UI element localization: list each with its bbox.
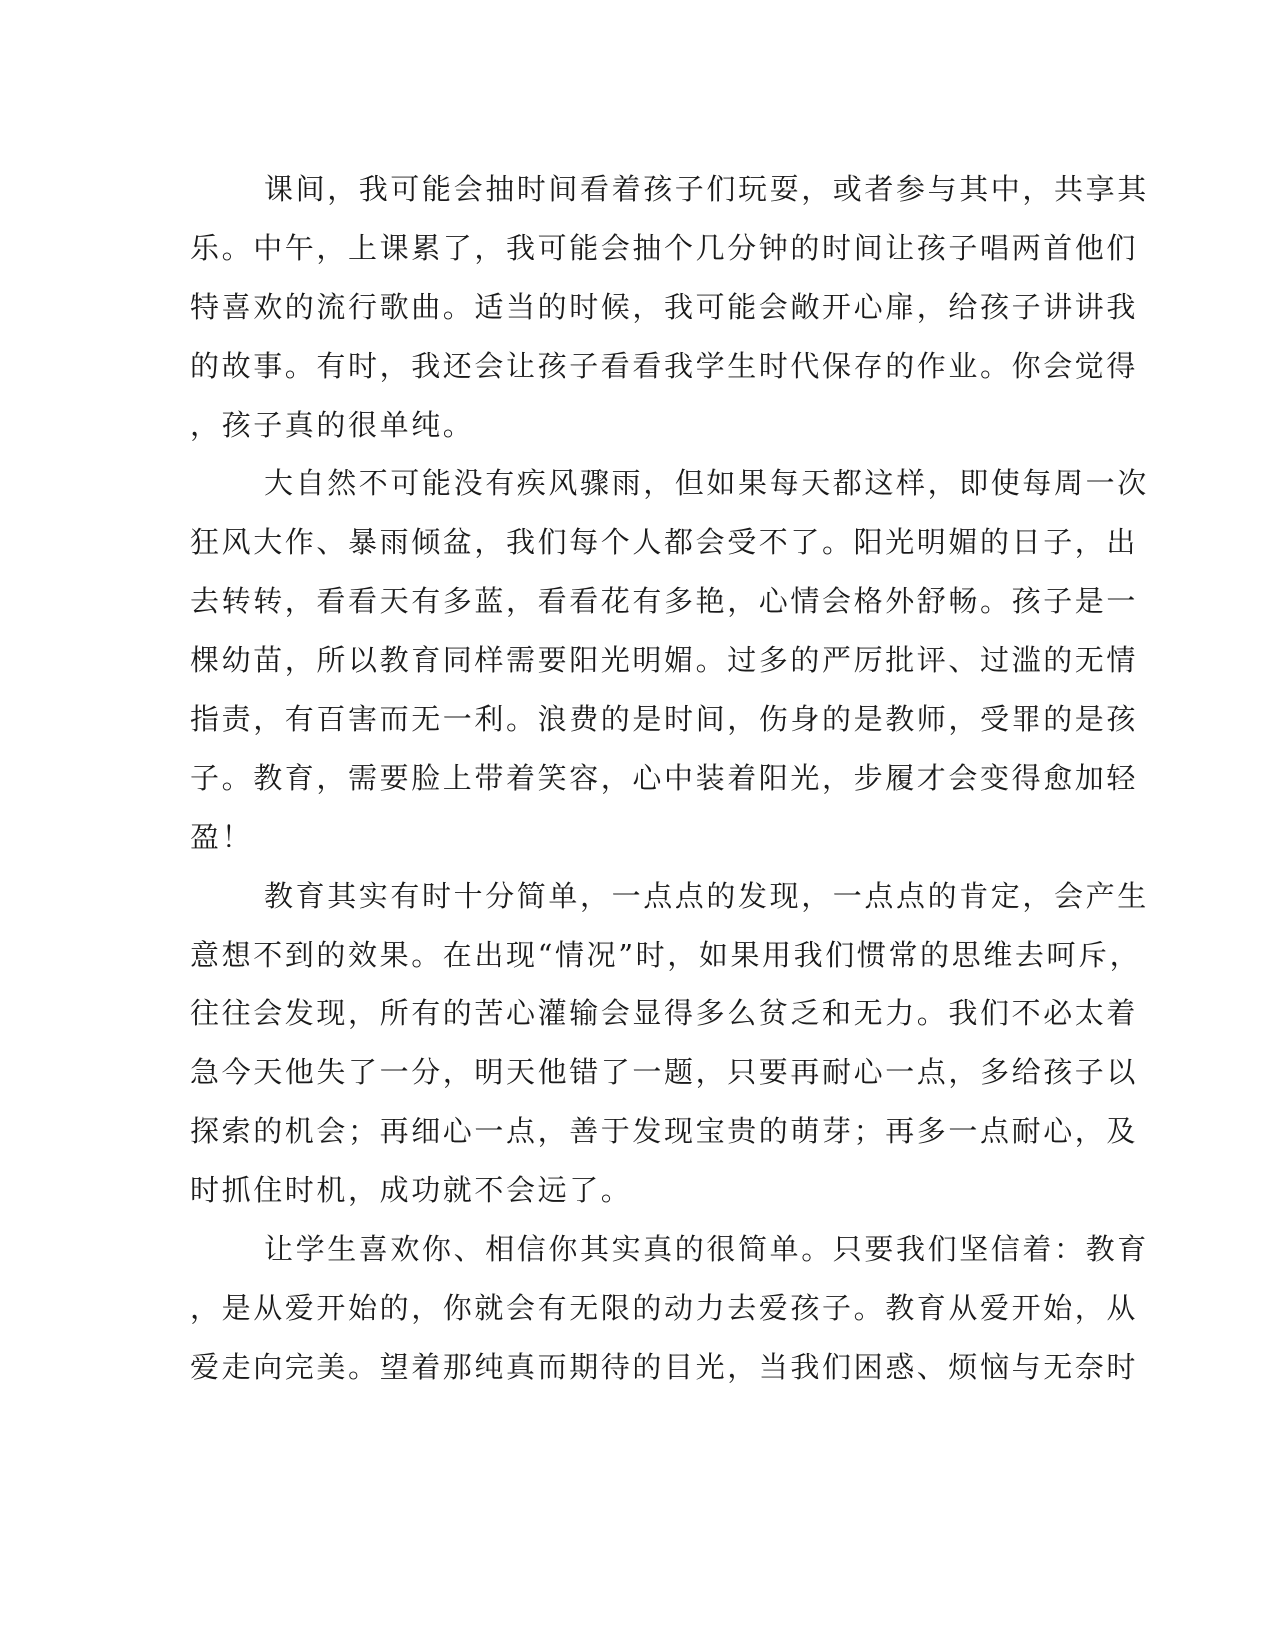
text-line: 盈！	[190, 819, 254, 854]
paragraph-1	[190, 160, 1149, 454]
text-line: 狂风大作、暴雨倾盆，我们每个人都会受不了。阳光明媚的日子，出	[190, 525, 1139, 560]
text-line: ，是从爱开始的，你就会有无限的动力去爱孩子。教育从爱开始，从	[190, 1290, 1139, 1325]
text-line: 乐。中午，上课累了，我可能会抽个几分钟的时间让孩子唱两首他们	[190, 230, 1139, 265]
text-line: 探索的机会；再细心一点，善于发现宝贵的萌芽；再多一点耐心，及	[190, 1114, 1139, 1149]
text-line: 课间，我可能会抽时间看着孩子们玩耍，或者参与其中，共享其	[264, 172, 1149, 206]
text-line: 棵幼苗，所以教育同样需要阳光明媚。过多的严厉批评、过滥的无情	[190, 643, 1139, 678]
text-line: 指责，有百害而无一利。浪费的是时间，伤身的是教师，受罪的是孩	[190, 702, 1139, 737]
text-line: 教育其实有时十分简单，一点点的发现，一点点的肯定，会产生	[264, 878, 1149, 913]
text-line: 时抓住时机，成功就不会远了。	[190, 1173, 633, 1208]
text-line: 的故事。有时，我还会让孩子看看我学生时代保存的作业。你会觉得	[190, 348, 1139, 383]
text-line: 特喜欢的流行歌曲。适当的时候，我可能会敞开心扉，给孩子讲讲我	[190, 289, 1139, 324]
paragraph-3	[190, 867, 1149, 1220]
paragraph-4	[190, 1220, 1149, 1397]
text-line: 子。教育，需要脸上带着笑容，心中装着阳光，步履才会变得愈加轻	[190, 760, 1139, 795]
text-line: 往往会发现，所有的苦心灌输会显得多么贫乏和无力。我们不必太着	[190, 996, 1139, 1031]
document-body	[190, 160, 1149, 1397]
text-line: ，孩子真的很单纯。	[190, 407, 475, 442]
text-line: 让学生喜欢你、相信你其实真的很简单。只要我们坚信着：教育	[264, 1232, 1149, 1267]
text-line: 去转转，看看天有多蓝，看看花有多艳，心情会格外舒畅。孩子是一	[190, 584, 1139, 619]
text-line: 大自然不可能没有疾风骤雨，但如果每天都这样，即使每周一次	[264, 466, 1149, 501]
paragraph-2	[190, 454, 1149, 866]
text-line: 爱走向完美。望着那纯真而期待的目光，当我们困惑、烦恼与无奈时	[190, 1349, 1139, 1384]
text-line: 急今天他失了一分，明天他错了一题，只要再耐心一点，多给孩子以	[190, 1055, 1139, 1090]
text-line: 意想不到的效果。在出现“情况”时，如果用我们惯常的思维去呵斥，	[190, 937, 1142, 972]
